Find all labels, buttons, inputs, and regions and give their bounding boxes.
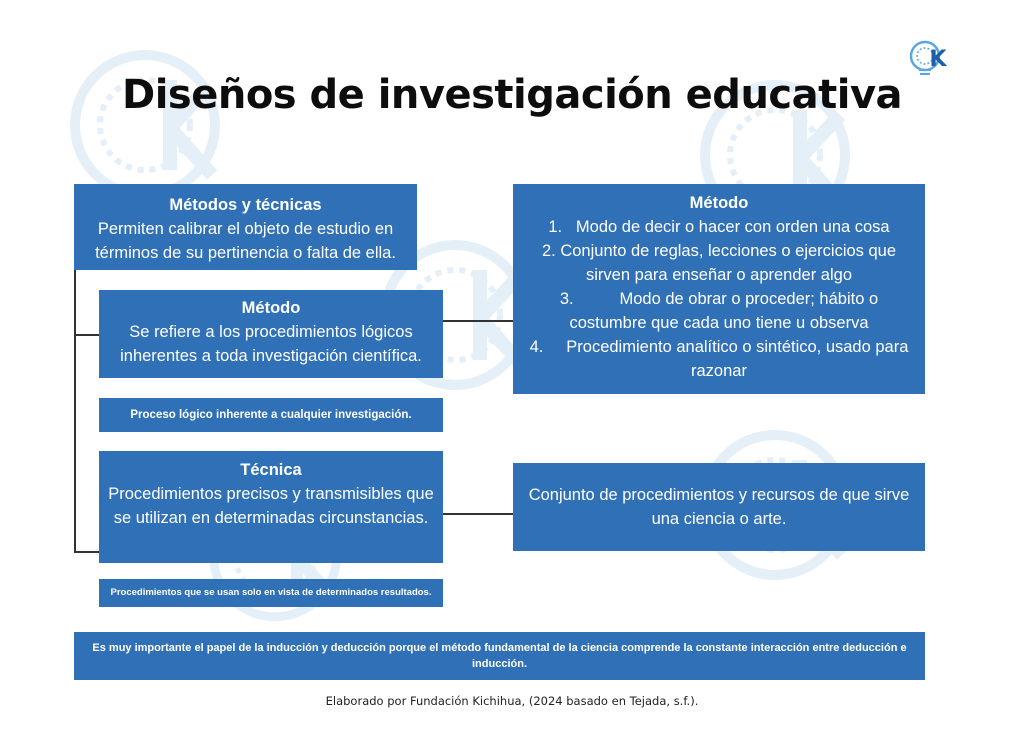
- metodo-def-item: [521, 239, 917, 287]
- connector-to-metodo: [74, 334, 99, 336]
- metodo-box: [99, 290, 443, 378]
- item-text: Modo de obrar o proceder; hábito o costumbre que cada uno tiene u observa: [569, 290, 879, 332]
- item-number: 1.: [548, 218, 563, 236]
- tecnica-heading: Técnica: [240, 461, 302, 479]
- tecnica-note-box: [99, 579, 443, 607]
- conclusion-text: Es muy importante el papel de la inducción y deducción porque el método fundamental de la ciencia comprende la constante interacción entre deducción e inducción.: [92, 642, 907, 670]
- metodo-def-box: [513, 184, 925, 394]
- item-text: Conjunto de reglas, lecciones o ejercicios que sirven para enseñar o aprender algo: [560, 242, 897, 284]
- connector-vertical: [74, 265, 76, 552]
- item-number: 4.: [529, 338, 544, 356]
- metodo-def-heading: Método: [689, 194, 749, 212]
- metodo-body: Se refiere a los procedimientos lógicos inherentes a toda investigación científica.: [120, 323, 422, 365]
- metodos-tecnicas-heading: Métodos y técnicas: [169, 196, 322, 214]
- metodo-def-item: [521, 335, 917, 383]
- tecnica-def-box: [513, 463, 925, 551]
- logo-letter: K: [929, 47, 947, 72]
- footer-credit: Elaborado por Fundación Kichihua, (2024 basado en Tejada, s.f.).: [325, 694, 699, 708]
- metodo-def-list: [521, 215, 917, 383]
- metodo-note-text: Proceso lógico inherente a cualquier investigación.: [130, 409, 412, 421]
- metodo-def-item: [521, 287, 917, 335]
- item-text: Modo de decir o hacer con orden una cosa: [575, 218, 890, 236]
- page-title: Diseños de investigación educativa: [121, 72, 903, 118]
- metodo-note-box: [99, 398, 443, 432]
- metodo-def-item: [521, 215, 917, 239]
- metodos-tecnicas-body: Permiten calibrar el objeto de estudio en términos de su pertinencia o falta de ella.: [95, 220, 396, 262]
- tecnica-def-text: Conjunto de procedimientos y recursos de que sirve una ciencia o arte.: [528, 486, 910, 528]
- connector-tecnica-def: [443, 513, 513, 515]
- metodo-heading: Método: [241, 299, 301, 317]
- connector-metodo-def: [443, 320, 513, 322]
- item-number: 3.: [559, 290, 574, 308]
- tecnica-note-text: Procedimientos que se usan solo en vista de determinados resultados.: [110, 587, 432, 598]
- metodos-tecnicas-box: [74, 184, 417, 270]
- connector-to-tecnica: [74, 551, 99, 553]
- item-text: Procedimiento analítico o sintético, usado para razonar: [566, 338, 909, 380]
- tecnica-box: [99, 451, 443, 563]
- conclusion-box: [74, 632, 925, 680]
- tecnica-body: Procedimientos precisos y transmisibles que se utilizan en determinadas circunstancias.: [108, 485, 434, 527]
- item-number: 2.: [541, 242, 556, 260]
